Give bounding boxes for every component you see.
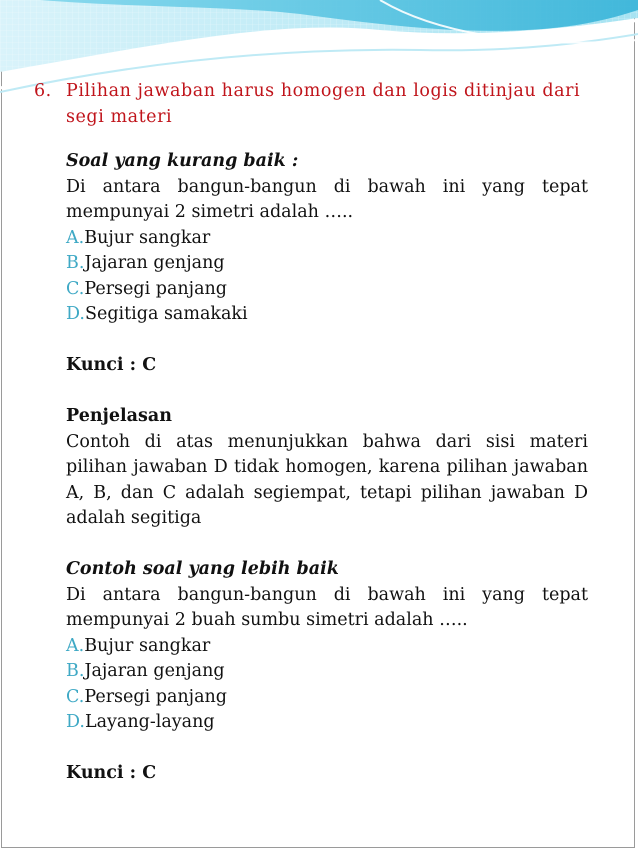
heading-line-2: segi materi (66, 106, 173, 127)
good-example (66, 557, 588, 736)
good-example-key: Kunci : C (66, 763, 157, 783)
bad-example-key: Kunci : C (66, 355, 157, 375)
bad-example (66, 149, 588, 328)
good-example-question: Di antara bangun-bangun di bawah ini yang tepat mempunyai 2 buah sumbu simetri adalah ….. (66, 584, 588, 630)
explanation-title: Penjelasan (66, 406, 172, 426)
explanation-text: Contoh di atas menunjukkan bahwa dari sisi materi pilihan jawaban D tidak homogen, karena pilihan jawaban A, B, dan C adalah segiempat, tetapi pilihan jawaban D adalah segitiga (66, 431, 588, 528)
heading-number: 6. (34, 81, 52, 101)
bad-option-a: A.Bujur sangkar (66, 227, 211, 248)
bad-option-d: D.Segitiga samakaki (66, 304, 248, 324)
heading-line-1: Pilihan jawaban harus homogen dan logis ditinjau dari (66, 81, 581, 101)
bad-example-title: Soal yang kurang baik : (66, 151, 299, 171)
good-example-title: Contoh soal yang lebih baik (66, 559, 339, 579)
good-option-b: B.Jajaran genjang (66, 661, 225, 681)
bad-example-question: Di antara bangun-bangun di bawah ini yang tepat mempunyai 2 simetri adalah ….. (66, 176, 588, 222)
good-option-c: C.Persegi panjang (66, 686, 227, 707)
section-heading (34, 79, 608, 130)
good-option-a: A.Bujur sangkar (66, 635, 211, 656)
good-option-d: D.Layang-layang (66, 712, 215, 732)
bad-option-b: B.Jajaran genjang (66, 253, 225, 273)
explanation (66, 404, 588, 532)
bad-option-c: C.Persegi panjang (66, 278, 227, 299)
